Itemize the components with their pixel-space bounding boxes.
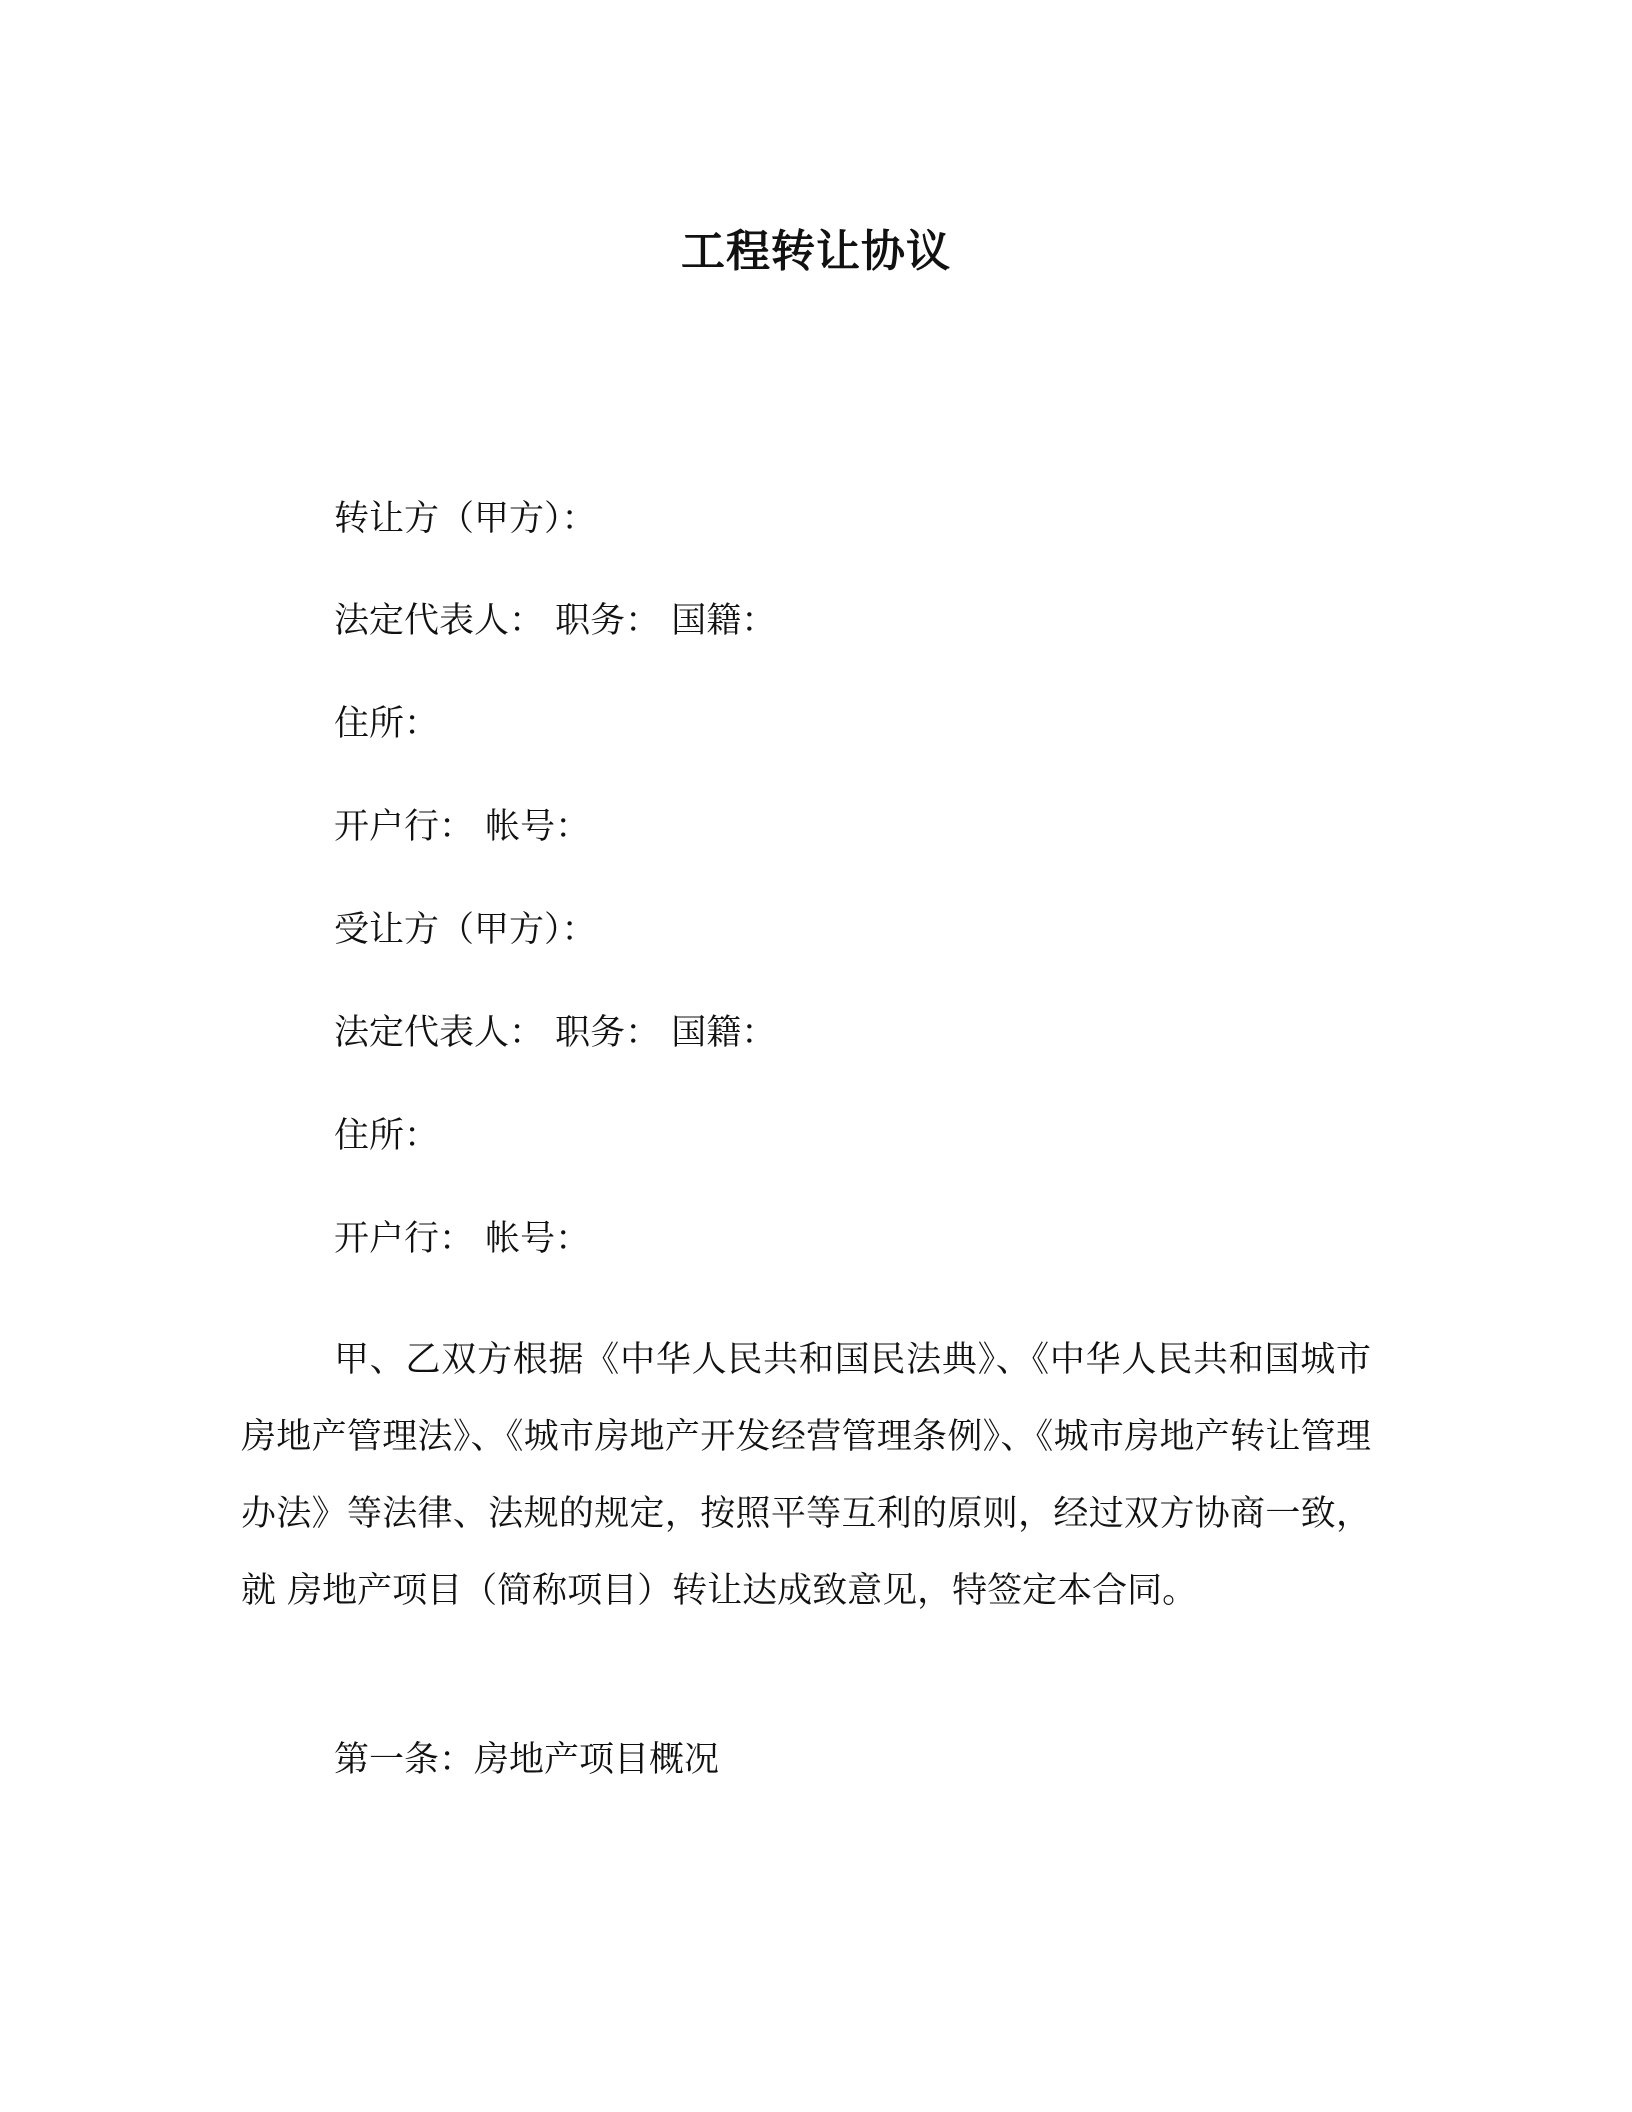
party-b-address-line: 住所： [334,1116,440,1156]
party-b-bank-line: 开户行： 帐号： [334,1219,591,1259]
party-a-bank-line: 开户行： 帐号： [334,807,591,847]
preamble-paragraph: 甲、乙双方根据《中华人民共和国民法典》、《中华人民共和国城市房地产管理法》、《城市房地产开发经营管理条例》、《城市房地产转让管理办法》等法律、法规的规定，按照平等互利的原则，经过双方协商一致，就 房地产项目（简称项目）转让达成致意见，特签定本合同。 [241,1340,1371,1611]
document-title: 工程转让协议 [681,226,951,277]
party-b-representative-line: 法定代表人： 职务： 国籍： [334,1013,777,1053]
party-a-heading: 转让方（甲方）： [334,499,597,539]
party-a-address-line: 住所： [334,704,440,744]
party-a-representative-line: 法定代表人： 职务： 国籍： [334,601,777,641]
article-1-heading: 第一条：房地产项目概况 [334,1740,720,1780]
party-b-heading: 受让方（甲方）： [334,910,597,950]
